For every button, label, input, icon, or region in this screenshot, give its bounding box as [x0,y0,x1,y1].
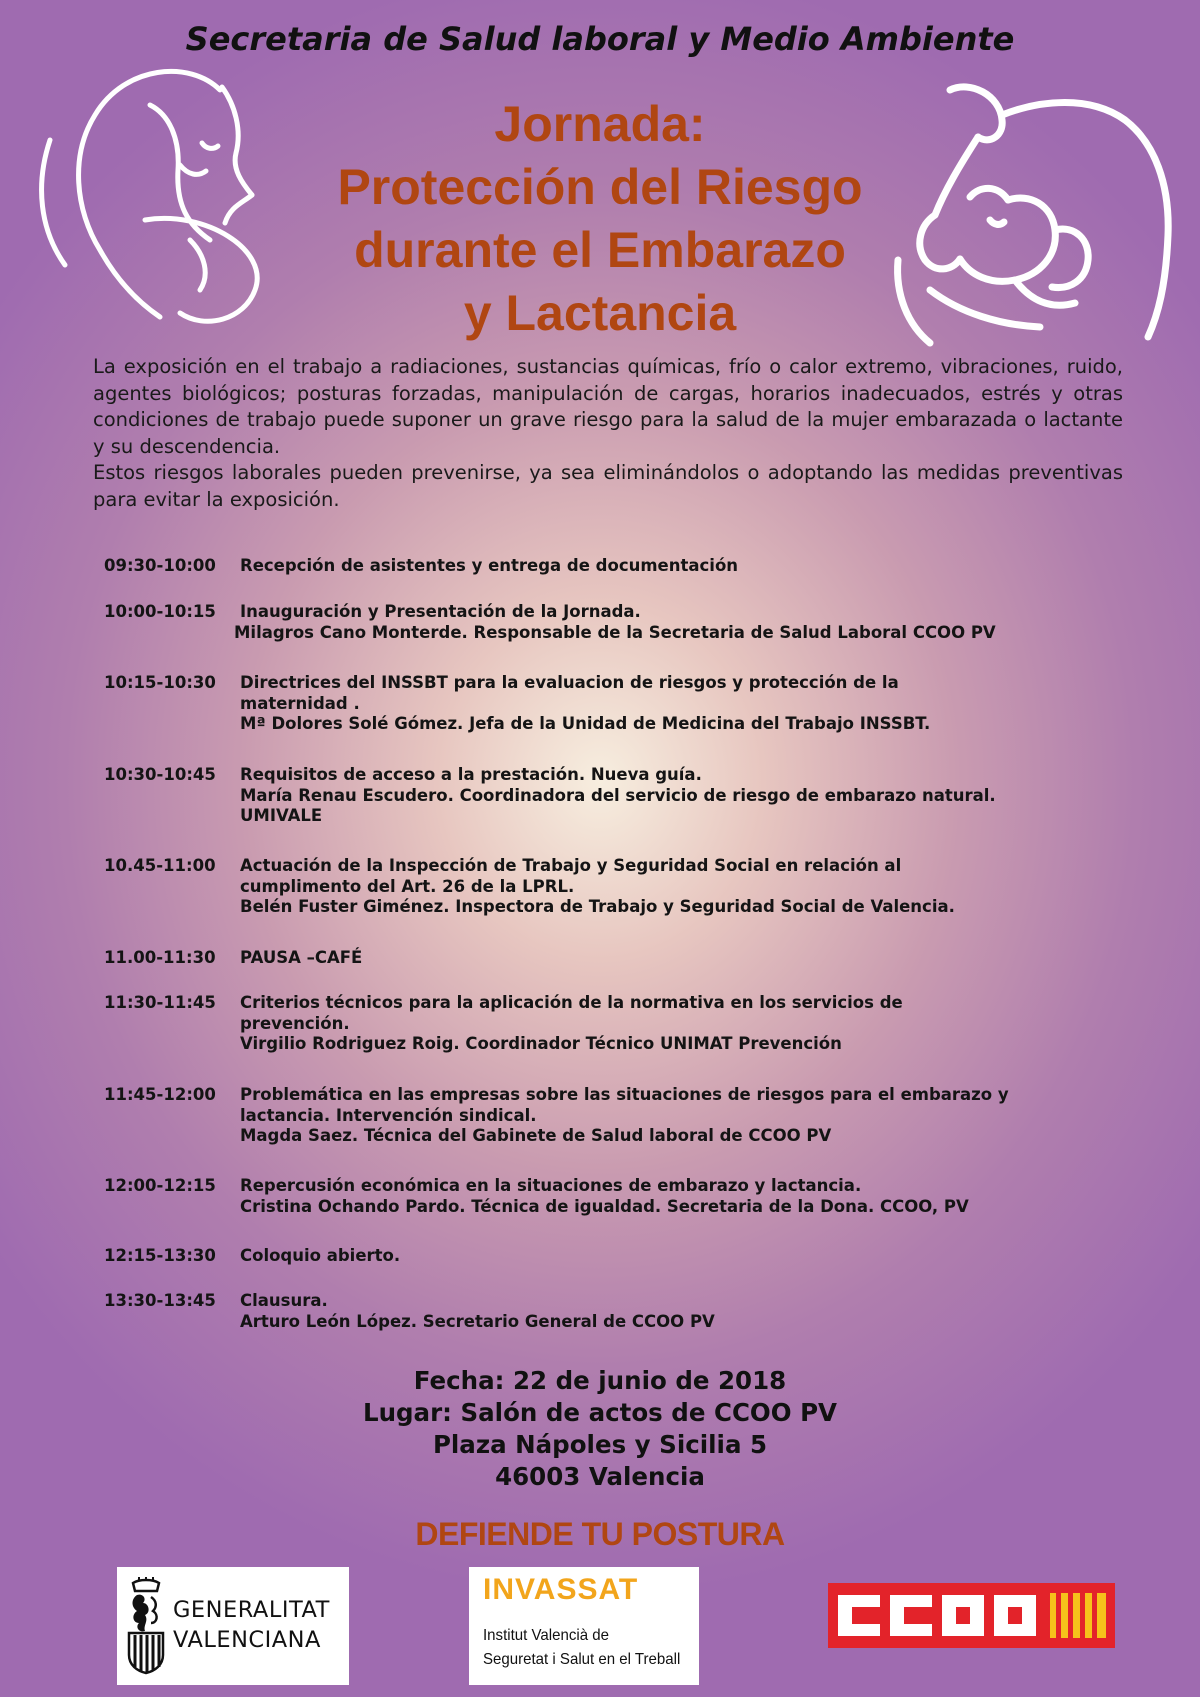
event-title [180,93,1020,345]
invassat-logo [469,1567,699,1685]
program-topic: Recepción de asistentes y entrega de documentación [240,556,739,575]
event-place: Lugar: Salón de actos de CCOO PV [362,1398,838,1427]
program-speaker: Belén Fuster Giménez. Inspectora de Trabajo y Seguridad Social de Valencia. [240,897,955,916]
program-speaker: Magda Saez. Técnica del Gabinete de Salud laboral de CCOO PV [240,1126,832,1145]
invassat-line: Institut Valencià de [483,1627,609,1644]
program-topic: lactancia. Intervención sindical. [240,1105,537,1125]
intro-text [93,354,1123,513]
event-title-line: Protección del Riesgo [337,159,863,215]
program-topic: Requisitos de acceso a la prestación. Nueva guía. [240,765,702,784]
program-topic: Problemática en las empresas sobre las situaciones de riesgos para el embarazo y [240,1085,1009,1104]
program-time: 09:30-10:00 [104,556,216,575]
event-title-line: Jornada: [494,96,706,152]
program-item [104,856,1134,918]
intro-paragraph: Estos riesgos laborales pueden prevenirse, ya sea eliminándolos o adoptando las medidas preventivas para evitar la exposición. [93,461,1123,511]
program-topic: Coloquio abierto. [240,1246,401,1265]
program-item [104,1085,1134,1147]
program-topic: cumplimento del Art. 26 de la LPRL. [240,876,575,896]
program-time: 11:30-11:45 [104,993,216,1012]
organization-header: Secretaria de Salud laboral y Medio Ambiente [185,20,1015,58]
program-item [104,673,1134,735]
program-item [104,1176,1134,1217]
program-topic: Inauguración y Presentación de la Jornada. [240,602,641,621]
event-city: 46003 Valencia [495,1462,705,1491]
program-item [104,1246,1134,1267]
program-item [104,556,1134,577]
program-speaker: María Renau Escudero. Coordinadora del servicio de riesgo de embarazo natural. [240,785,996,805]
program-topic: prevención. [240,1013,350,1033]
event-title-line: durante el Embarazo [354,222,846,278]
program-topic: PAUSA –CAFÉ [240,948,363,967]
ccoo-wordmark-icon [828,1583,1115,1648]
program-time: 13:30-13:45 [104,1291,216,1310]
program-topic: Criterios técnicos para la aplicación de la normativa en los servicios de [240,993,903,1012]
intro-paragraph: La exposición en el trabajo a radiaciones, sustancias químicas, frío o calor extremo, vibraciones, ruido, agentes biológicos; posturas forzadas, manipulación de cargas, horarios inadecuados, estrés y otras condiciones de trabajo puede suponer un grave riesgo para la salud de la mujer embarazada o lactante y su descendencia. [93,355,1123,458]
event-address: Plaza Nápoles y Sicilia 5 [432,1430,768,1459]
program-item [104,765,1134,827]
program-speaker: Virgilio Rodriguez Roig. Coordinador Técnico UNIMAT Prevención [240,1034,842,1053]
program-speaker-org: UMIVALE [240,806,323,825]
program-time: 10:30-10:45 [104,765,216,784]
program-item [104,948,1134,969]
generalitat-valenciana-logo [117,1567,349,1685]
program-topic: Repercusión económica en la situaciones de embarazo y lactancia. [240,1176,862,1195]
program-time: 10:00-10:15 [104,602,216,621]
event-info [0,1365,1200,1493]
invassat-line: Seguretat i Salut en el Treball [483,1651,681,1668]
program-topic: Directrices del INSSBT para la evaluacion de riesgos y protección de la [240,673,899,692]
program-speaker: Milagros Cano Monterde. Responsable de la Secretaria de Salud Laboral CCOO PV [234,622,996,642]
slogan: DEFIENDE TU POSTURA [415,1516,785,1552]
program-item [104,1291,1134,1332]
program-time: 10:15-10:30 [104,673,216,692]
event-date: Fecha: 22 de junio de 2018 [413,1366,787,1395]
program-time: 11.00-11:30 [104,948,216,967]
generalitat-line: GENERALITAT [173,1597,330,1623]
program-time: 10.45-11:00 [104,856,216,875]
program-item [104,602,1134,643]
program-topic: Actuación de la Inspección de Trabajo y Seguridad Social en relación al [240,856,902,875]
event-title-line: y Lactancia [463,285,737,341]
invassat-brand: INVASSAT [483,1573,639,1606]
coat-of-arms-icon [125,1577,167,1675]
program-time: 12:15-13:30 [104,1246,216,1265]
program-time: 11:45-12:00 [104,1085,216,1104]
program-speaker: Arturo León López. Secretario General de CCOO PV [240,1311,715,1331]
generalitat-line: VALENCIANA [173,1627,321,1653]
program-time: 12:00-12:15 [104,1176,216,1195]
ccoo-logo [828,1583,1115,1648]
program-topic: Clausura. [240,1291,328,1310]
program-topic: maternidad . [240,693,360,713]
program-item [104,993,1134,1055]
program-speaker: Cristina Ochando Pardo. Técnica de igualdad. Secretaria de la Dona. CCOO, PV [240,1196,969,1216]
program-speaker: Mª Dolores Solé Gómez. Jefa de la Unidad de Medicina del Trabajo INSSBT. [240,714,931,733]
